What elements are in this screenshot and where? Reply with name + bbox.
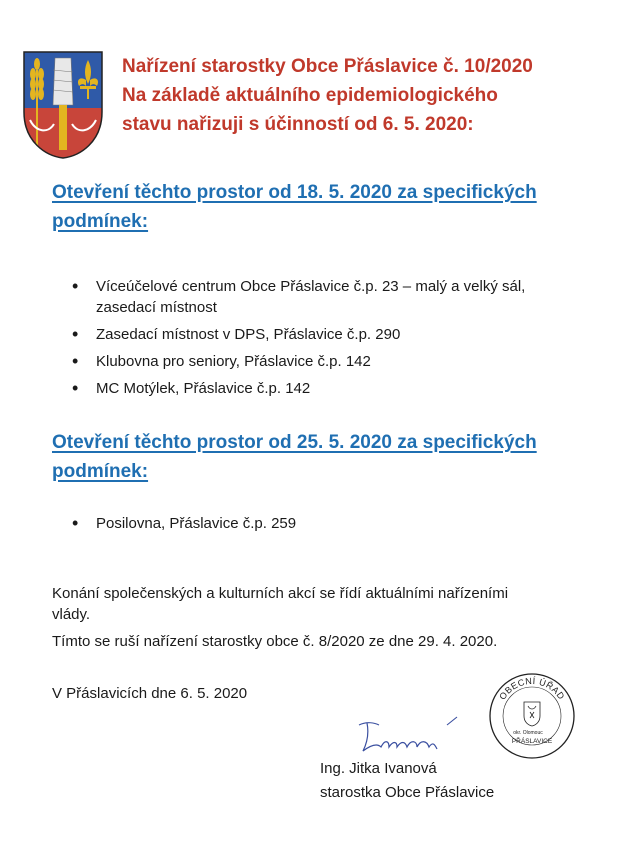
place-and-date: V Přáslavicích dne 6. 5. 2020: [52, 685, 248, 702]
svg-text:OBECNÍ ÚŘAD: [497, 676, 566, 702]
facility-list-18-may: [72, 276, 552, 405]
list-item: • Klubovna pro seniory, Přáslavice č.p. 142: [72, 351, 552, 372]
section-heading-opening-25-may: [52, 428, 592, 486]
stamp-eagle-icon: [524, 702, 540, 726]
facility-list-25-may: [72, 513, 552, 540]
list-item: • Posilovna, Přáslavice č.p. 259: [72, 513, 552, 534]
title-line: stavu nařizuji s účinností od 6. 5. 2020:: [122, 114, 474, 135]
signatory-name: Ing. Jitka Ivanová: [320, 760, 437, 777]
repeal-note: Tímto se ruší nařízení starostky obce č. 8/2020 ze dne 29. 4. 2020.: [52, 633, 498, 650]
heading-line: podmínek:: [52, 211, 149, 232]
section-heading-opening-18-may: [52, 178, 592, 236]
decree-title: [122, 52, 592, 139]
heading-line: Otevření těchto prostor od 18. 5. 2020 za specifických: [52, 182, 537, 203]
stamp-small-text: okr. Olomouc: [513, 730, 543, 736]
heading-line: Otevření těchto prostor od 25. 5. 2020 za specifických: [52, 432, 537, 453]
stamp-bottom-text: PŘÁSLAVICE: [511, 738, 553, 745]
signatory-role: starostka Obce Přáslavice: [320, 784, 495, 801]
official-stamp: [488, 672, 576, 760]
list-item: • Víceúčelové centrum Obce Přáslavice č.p. 23 – malý a velký sál, zasedací místnost: [72, 276, 552, 318]
heading-line: podmínek:: [52, 461, 149, 482]
title-line: Na základě aktuálního epidemiologického: [122, 85, 498, 106]
list-item: • MC Motýlek, Přáslavice č.p. 142: [72, 378, 552, 399]
stamp-top-text: OBECNÍ ÚŘAD: [497, 675, 567, 702]
title-line: Nařízení starostky Obce Přáslavice č. 10/2020: [122, 56, 533, 77]
list-item: • Zasedací místnost v DPS, Přáslavice č.p. 290: [72, 324, 552, 345]
handwritten-signature: [355, 715, 465, 760]
events-note: Konání společenských a kulturních akcí se řídí aktuálními nařízeními vlády.: [52, 585, 509, 623]
village-coat-of-arms: [22, 50, 104, 160]
